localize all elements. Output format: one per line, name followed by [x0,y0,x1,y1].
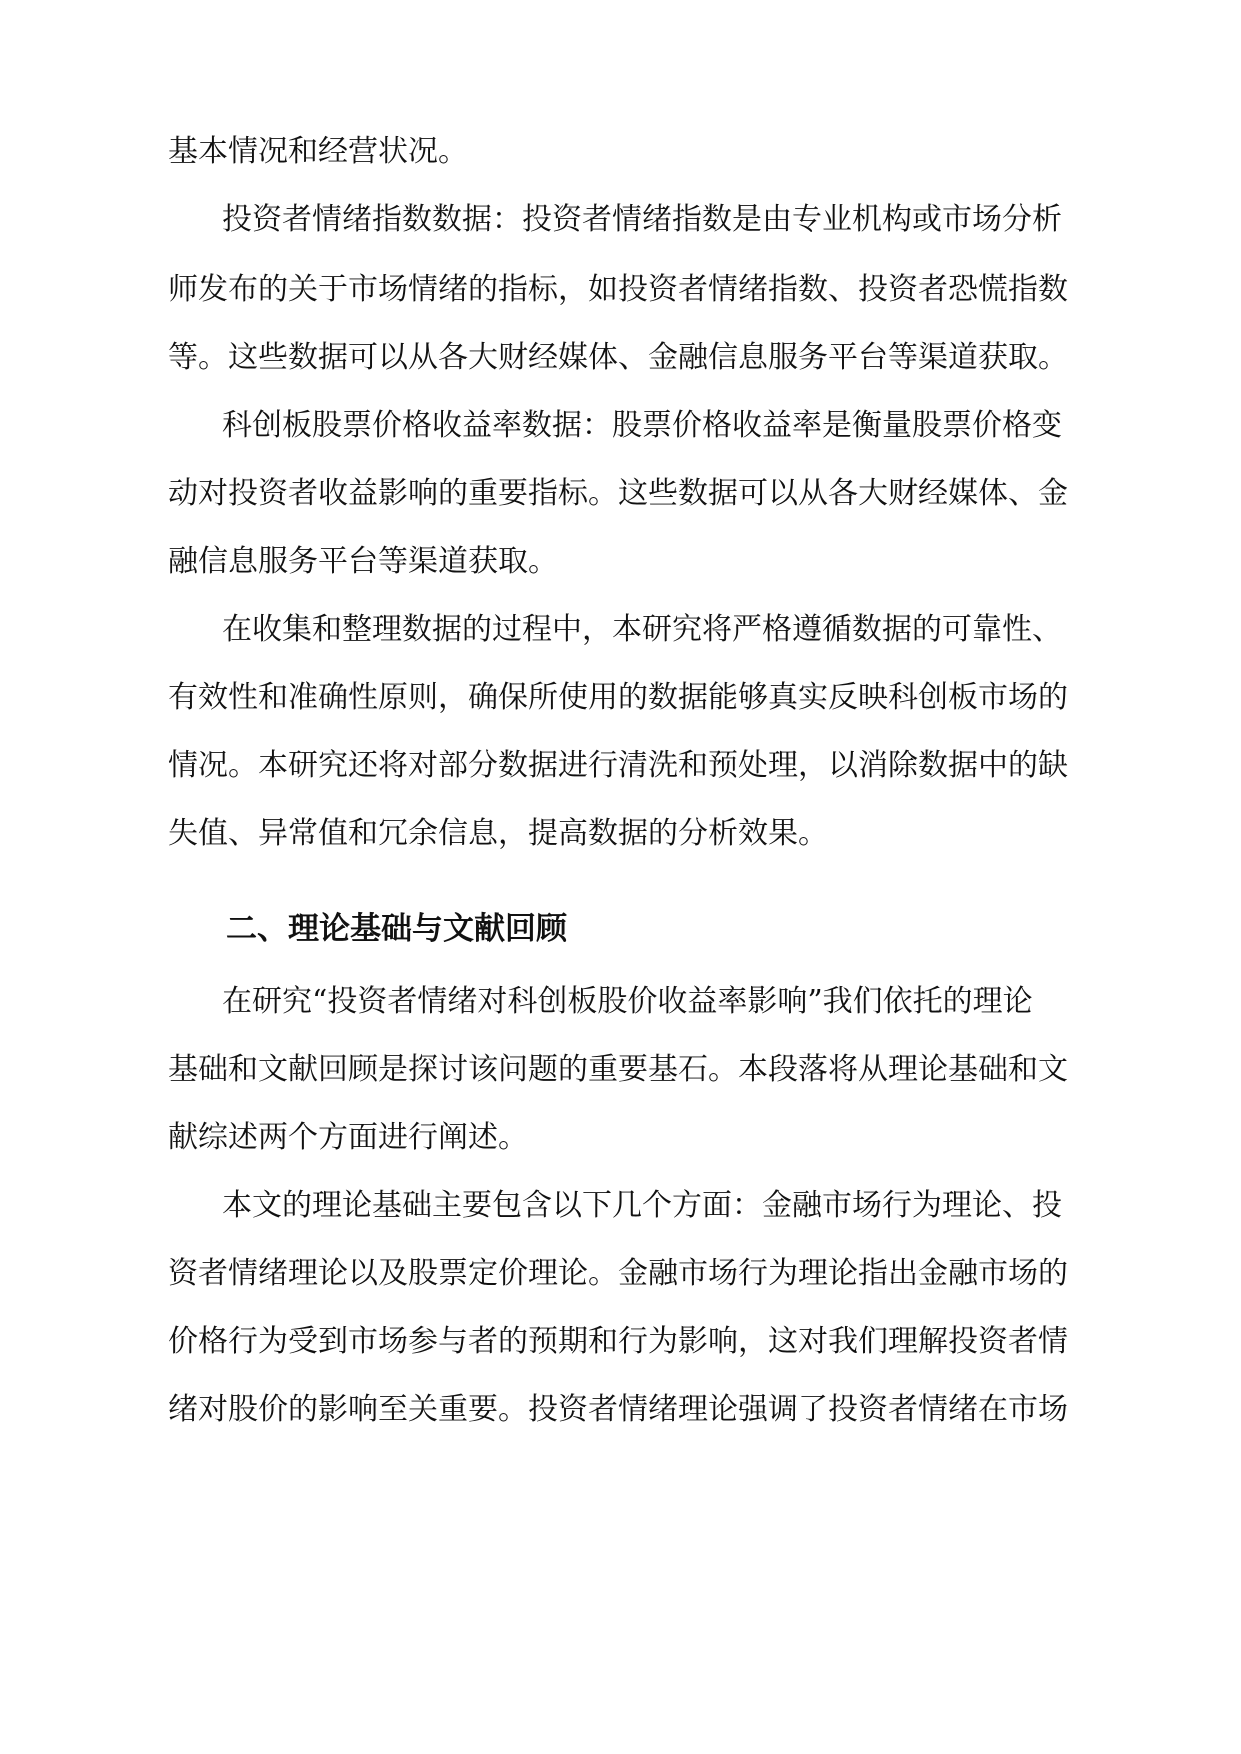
text-line: 价格行为受到市场参与者的预期和行为影响，这对我们理解投资者情 [168,1324,1068,1359]
paragraph-first-line: 本文的理论基础主要包含以下几个方面：金融市场行为理论、投 [222,1188,1062,1223]
text-line: 师发布的关于市场情绪的指标，如投资者情绪指数、投资者恐慌指数 [168,272,1068,307]
text-line: 献综述两个方面进行阐述。 [168,1120,528,1155]
text-line: 失值、异常值和冗余信息，提高数据的分析效果。 [168,816,828,851]
paragraph-first-line: 投资者情绪指数数据：投资者情绪指数是由专业机构或市场分析 [222,202,1062,237]
text-line: 融信息服务平台等渠道获取。 [168,544,558,579]
text-line: 基础和文献回顾是探讨该问题的重要基石。本段落将从理论基础和文 [168,1052,1068,1087]
text-line: 有效性和准确性原则，确保所使用的数据能够真实反映科创板市场的 [168,680,1068,715]
text-line: 资者情绪理论以及股票定价理论。金融市场行为理论指出金融市场的 [168,1256,1068,1291]
paragraph-first-line: 科创板股票价格收益率数据：股票价格收益率是衡量股票价格变 [222,408,1062,443]
text-line: 绪对股价的影响至关重要。投资者情绪理论强调了投资者情绪在市场 [168,1392,1068,1427]
paragraph-first-line: 在收集和整理数据的过程中，本研究将严格遵循数据的可靠性、 [222,612,1062,647]
paragraph-first-line: 在研究“投资者情绪对科创板股价收益率影响”我们依托的理论 [222,984,1033,1019]
section-heading: 二、理论基础与文献回顾 [226,911,567,947]
text-line: 等。这些数据可以从各大财经媒体、金融信息服务平台等渠道获取。 [168,340,1068,375]
text-line: 情况。本研究还将对部分数据进行清洗和预处理，以消除数据中的缺 [168,748,1068,783]
text-line: 基本情况和经营状况。 [168,134,468,169]
text-line: 动对投资者收益影响的重要指标。这些数据可以从各大财经媒体、金 [168,476,1068,511]
